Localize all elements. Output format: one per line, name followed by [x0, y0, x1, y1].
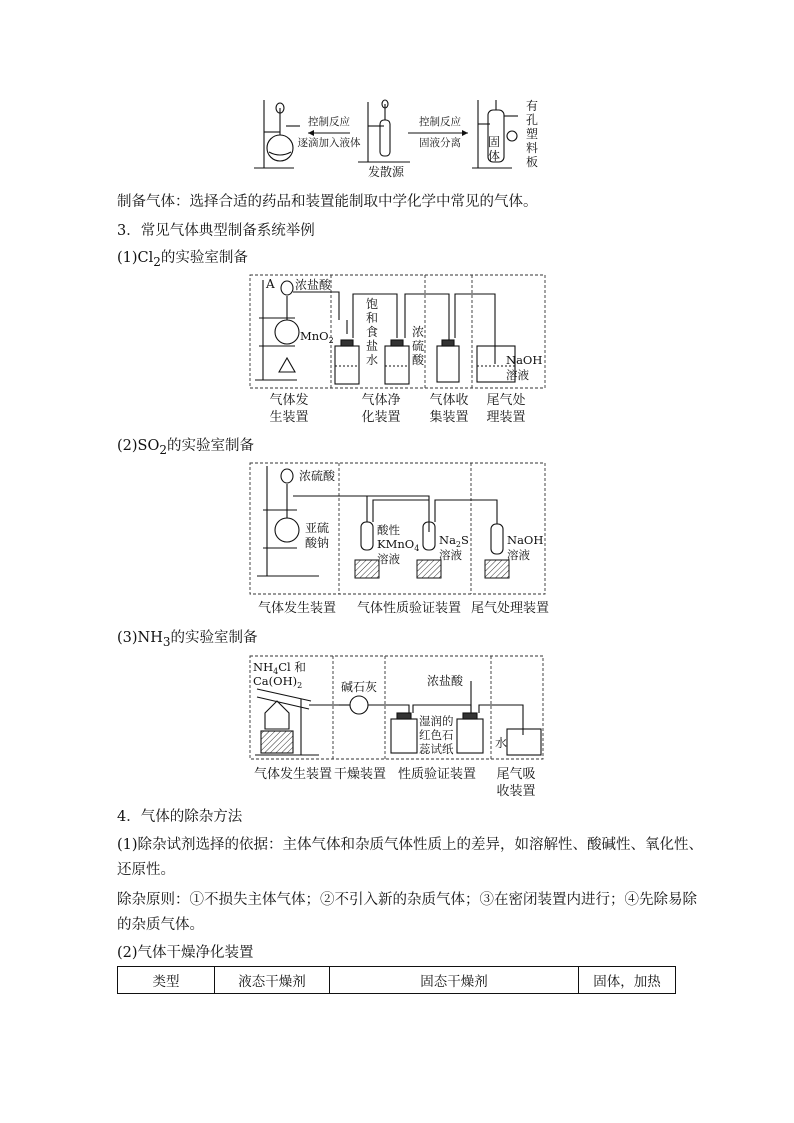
- table-header-heat: 固体，加热: [579, 967, 676, 994]
- so2-na2s: $Na_2S$: [439, 533, 469, 549]
- cl2-caption-2: 气体净 化装置: [361, 393, 401, 425]
- arrow-left-line2: 逐滴加入液体: [297, 137, 361, 149]
- top-apparatus-figure: [250, 96, 550, 180]
- cl2-label-hcl: 浓盐酸: [295, 278, 332, 292]
- cl2-sat-5: 水: [366, 353, 379, 367]
- nh3-heading: $(3)NH_3$的实验室制备: [117, 630, 258, 649]
- left-flask-apparatus: [254, 100, 300, 168]
- nh3-water: 水: [495, 736, 508, 750]
- so2-caption-3: 尾气处理装置: [470, 601, 549, 616]
- cl2-h2so4-2: 硫: [412, 339, 425, 353]
- nh3-drying-tube: [339, 696, 409, 715]
- nh3-litmus-3: 蕊试纸: [419, 742, 454, 756]
- cl2-h2so4-1: 浓: [412, 325, 425, 339]
- board-label-2: 孔: [525, 113, 539, 127]
- cl2-label-mno2: MnO$_2$: [300, 329, 334, 345]
- cl2-solution: 溶液: [506, 368, 529, 382]
- cl2-sat-4: 盐: [366, 339, 379, 353]
- board-label-4: 料: [525, 141, 539, 155]
- so2-caption-1: 气体发生装置: [257, 601, 336, 616]
- board-label-5: 板: [525, 155, 539, 169]
- p1-line2: 还原性。: [117, 862, 175, 878]
- p3: (2)气体干燥净化装置: [117, 945, 254, 961]
- nh3-reagent1: $NH_4Cl$ 和: [253, 660, 306, 676]
- section4-heading: 4．气体的除杂方法: [117, 809, 243, 825]
- cl2-sat-3: 食: [366, 325, 379, 339]
- so2-kmno4-2: KMnO$_4$: [377, 537, 420, 553]
- cl2-naoh: NaOH: [506, 353, 543, 367]
- p2-line1: 除杂原则：①不损失主体气体；②不引入新的杂质气体；③在密闭装置内进行；④先除易除: [117, 892, 697, 908]
- arrow-left-line1: 控制反应: [308, 116, 350, 128]
- nh3-soda-lime: 碱石灰: [341, 680, 378, 694]
- table-header-solid: 固态干燥剂: [330, 967, 579, 994]
- cl2-heading: $(1)Cl_2$的实验室制备: [117, 250, 248, 269]
- intro-text: 制备气体：选择合适的药品和装置能制取中学化学中常见的气体。: [117, 194, 538, 210]
- p1-line1: (1)除杂试剂选择的依据：主体气体和杂质气体性质上的差异，如溶解性、酸碱性、氧化性、: [117, 837, 704, 853]
- table-header-type: 类型: [118, 967, 215, 994]
- cl2-apparatus-figure: [249, 274, 547, 390]
- nh3-generator: [255, 689, 339, 755]
- nh3-test-bottles: [391, 681, 541, 755]
- board-label-3: 塑: [525, 127, 539, 141]
- p2-line2: 的杂质气体。: [117, 917, 204, 933]
- so2-naoh: NaOH: [507, 533, 544, 547]
- middle-tube-apparatus: [358, 100, 410, 162]
- nh3-reagent2: $Ca(OH)_2$: [253, 674, 303, 690]
- cl2-caption-1: 气体发 生装置: [269, 393, 309, 425]
- so2-label-h2so4: 浓硫酸: [299, 469, 336, 483]
- cl2-sat-1: 饱: [366, 297, 379, 311]
- solid-label-1: 固: [487, 135, 501, 149]
- cl2-caption-3: 气体收 集装置: [429, 393, 469, 425]
- board-label-1: 有: [525, 99, 539, 113]
- arrow-right-line1: 控制反应: [419, 116, 461, 128]
- so2-label-na2so3-1: 亚硫: [305, 521, 330, 535]
- top-figure-caption: 发散源: [367, 165, 405, 179]
- nh3-caption-3: 性质验证装置: [397, 767, 476, 782]
- table-header-liquid: 液态干燥剂: [215, 967, 330, 994]
- nh3-hcl: 浓盐酸: [427, 674, 464, 688]
- so2-na2s-sol: 溶液: [439, 548, 462, 562]
- so2-kmno4-1: 酸性: [377, 523, 400, 537]
- nh3-caption-4: 尾气吸 收装置: [496, 767, 536, 799]
- nh3-caption-2: 干燥装置: [334, 767, 387, 782]
- so2-label-na2so3-2: 酸钠: [305, 536, 330, 550]
- so2-naoh-sol: 溶液: [507, 548, 530, 562]
- cl2-h2so4-3: 酸: [412, 353, 425, 367]
- so2-heading: $(2)SO_2$的实验室制备: [117, 438, 255, 457]
- solid-label-2: 体: [487, 149, 501, 163]
- cl2-label-a: A: [266, 277, 275, 291]
- so2-caption-2: 气体性质验证装置: [356, 601, 461, 616]
- section3-heading: 3．常见气体典型制备系统举例: [117, 223, 315, 239]
- table-row: [118, 967, 676, 994]
- arrow-right-line2: 固液分离: [419, 137, 461, 149]
- so2-apparatus-figure: [249, 462, 547, 596]
- cl2-sat-2: 和: [366, 311, 379, 325]
- so2-kmno4-3: 溶液: [377, 552, 400, 566]
- cl2-caption-4: 尾气处 理装置: [486, 393, 526, 425]
- drying-table: [117, 966, 676, 994]
- nh3-caption-1: 气体发生装置: [253, 767, 332, 782]
- nh3-apparatus-figure: [249, 655, 545, 761]
- nh3-litmus-1: 湿润的: [419, 714, 454, 728]
- nh3-litmus-2: 红色石: [419, 728, 454, 742]
